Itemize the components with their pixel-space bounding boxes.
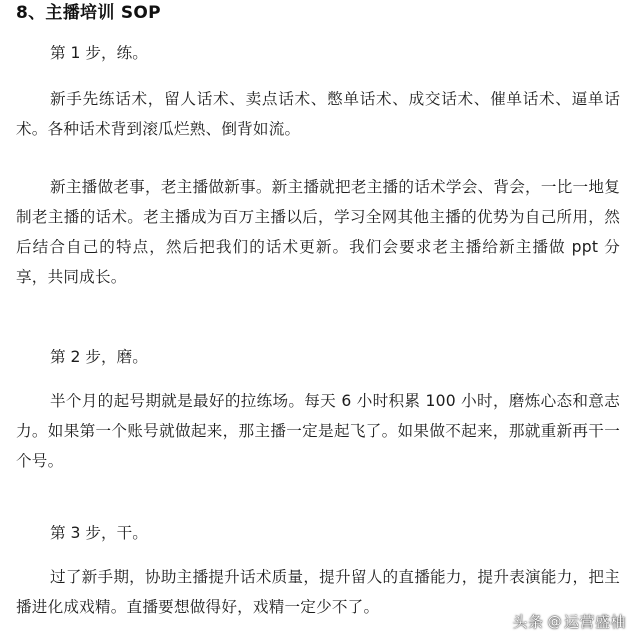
step2-paragraph-1: 半个月的起号期就是最好的拉练场。每天 6 小时积累 100 小时，磨炼心态和意志力。如果第一个账号就做起来，那主播一定是起飞了。如果做不起来，那就重新再干一个号。 (16, 392, 620, 470)
watermark-at: @ (547, 613, 562, 630)
step3-paragraph-1: 过了新手期，协助主播提升话术质量，提升留人的直播能力，提升表演能力，把主播进化成戏精。直播要想做得好，戏精一定少不了。 (16, 568, 620, 616)
watermark-author: 运营盛柚 (563, 613, 626, 631)
step1-heading: 第 1 步，练。 (50, 44, 148, 62)
step1-paragraph-2: 新主播做老事，老主播做新事。新主播就把老主播的话术学会、背会，一比一地复制老主播的话术。老主播成为百万主播以后，学习全网其他主播的优势为自己所用，然后结合自己的特点，然后把我们的话术更新。我们会要求老主播给新主播做 ppt 分享，共同成长。 (16, 178, 620, 286)
step1-paragraph-1: 新手先练话术，留人话术、卖点话术、憋单话术、成交话术、催单话术、逼单话术。各种话术背到滚瓜烂熟、倒背如流。 (16, 90, 620, 138)
section-title: 8、主播培训 SOP (16, 3, 161, 23)
watermark-brand: 头条 (512, 613, 544, 631)
watermark (512, 611, 626, 632)
step3-heading: 第 3 步，干。 (50, 524, 148, 542)
step2-heading: 第 2 步，磨。 (50, 348, 148, 366)
